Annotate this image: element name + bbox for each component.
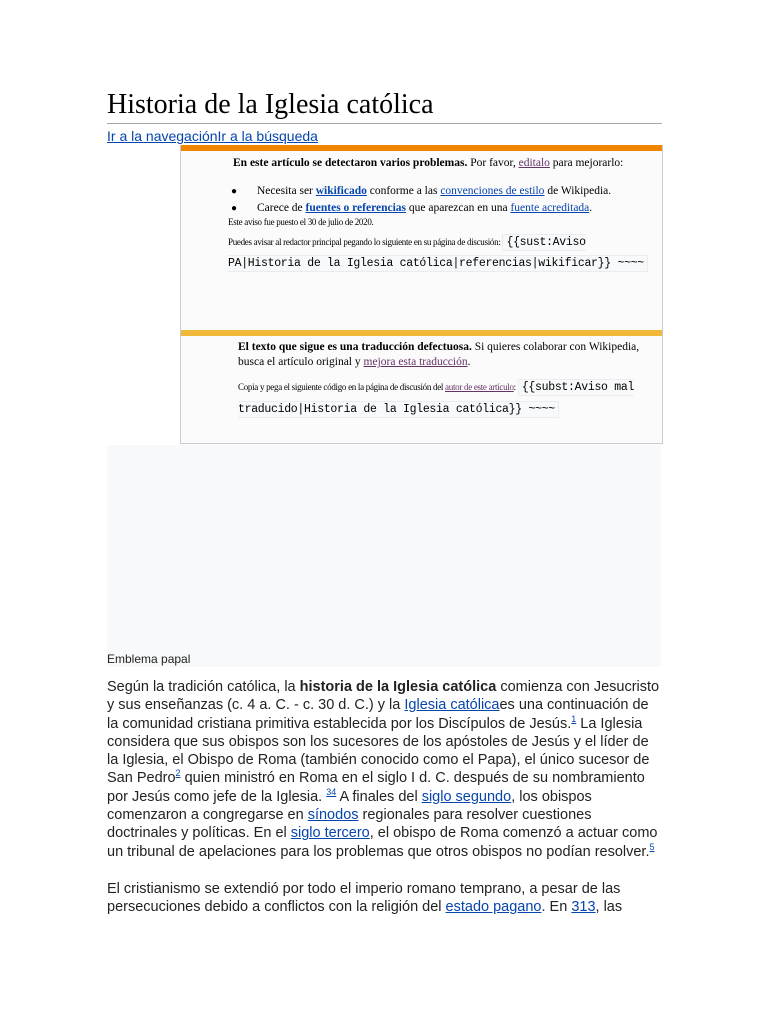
link-313[interactable]: 313 <box>571 899 596 916</box>
notice-heading: En este artículo se detectaron varios problemas. <box>233 157 468 169</box>
improve-translation-link[interactable]: mejora esta traducción <box>363 356 468 368</box>
emblem-image <box>107 445 661 667</box>
translation-heading: El texto que sigue es una traducción defectuosa. <box>238 341 472 353</box>
issue-sources: ● Carece de fuentes o referencias que aparezcan en una fuente acreditada. <box>231 202 593 214</box>
image-caption: Emblema papal <box>107 652 191 666</box>
paragraph-expansion: El cristianismo se extendió por todo el imperio romano temprano, a pesar de las persecuciones debido a conflictos con la religión del estado pagano. En 313, las <box>107 881 623 916</box>
link-estado-pagano[interactable]: estado pagano <box>445 899 542 916</box>
link-sinodos[interactable]: sínodos <box>307 807 359 824</box>
jump-to-navigation-link[interactable]: Ir a la navegación <box>107 128 218 144</box>
paragraph-intro: Según la tradición católica, la historia de la Iglesia católica comienza con Jesucristo y sus enseñanzas (c. 4 a. C. - c. 30 d. C.) y la Iglesia católicaes una continuación de la comunidad cristiana primitiva establecida por los Discípulos de Jesús.$^1$ La Iglesia considera que sus obispos son los sucesores de los apóstoles de Jesús y el líder de la Iglesia, el Obispo de Roma (también conocido como el Papa), el único sucesor de San Pedro$^2$ quien ministró en Roma en el siglo I d. C. después de su nombramiento por Jesús como jefe de la Iglesia. $^{34}$ A finales del siglo segundo, los obispos comenzaron a congregarse en sínodos regionales para resolver cuestiones doctrinales y políticas. En el siglo tercero, el obispo de Roma comenzó a actuar como un tribunal de apelaciones para los problemas que otros obispos no podían resolver.$^5$ <box>107 679 660 860</box>
notify-instruction: Puedes avisar al redactor principal pegando lo siguiente en su página de discusión: {{sust:Aviso PA|Historia de la Iglesia católica|referencias|wikificar}} ~~~~ <box>228 232 654 274</box>
translation-notice-text: El texto que sigue es una traducción defectuosa. Si quieres colaborar con Wikipedia, busca el artículo original y mejora esta traducción. <box>238 341 640 368</box>
jump-links <box>107 127 318 145</box>
bold-topic: historia de la Iglesia católica <box>299 679 497 695</box>
link-siglo-tercero[interactable]: siglo tercero <box>290 825 370 842</box>
wikificado-link[interactable]: wikificado <box>315 185 367 197</box>
sources-link[interactable]: fuentes o referencias <box>305 202 407 214</box>
maintenance-notices <box>180 145 663 444</box>
notice-intro: En este artículo se detectaron varios problemas. Por favor, editalo para mejorarlo: <box>233 157 624 169</box>
ref-1[interactable]: 1 <box>571 713 577 724</box>
article-author-link[interactable]: autor de este artículo <box>445 382 514 392</box>
notice-date: Este aviso fue puesto el 30 de julio de 2020. <box>228 217 374 227</box>
jump-to-search-link[interactable]: Ir a la búsqueda <box>217 128 318 144</box>
link-iglesia-catolica[interactable]: Iglesia católica <box>404 697 500 714</box>
ref-5[interactable]: 5 <box>649 841 655 852</box>
edit-link[interactable]: editalo <box>518 157 550 169</box>
bad-translation-notice <box>181 330 662 443</box>
notify-code: {{sust:Aviso PA|Historia de la Iglesia católica|referencias|wikificar}} ~~~~ <box>228 234 648 272</box>
translation-code: {{subst:Aviso mal traducido|Historia de la Iglesia católica}} ~~~~ <box>238 381 635 416</box>
ref-34[interactable]: 34 <box>326 786 337 797</box>
issue-wikify: ● Necesita ser wikificado conforme a las convenciones de estilo de Wikipedia. <box>231 185 612 197</box>
page-title: Historia de la Iglesia católica <box>107 88 662 124</box>
bullet-icon: ● <box>231 186 238 197</box>
link-siglo-segundo[interactable]: siglo segundo <box>421 788 512 805</box>
style-conventions-link[interactable]: convenciones de estilo <box>440 185 545 197</box>
issues-list <box>233 184 654 216</box>
copy-instruction: Copia y pega el siguiente código en la página de discusión del autor de este artículo: {{subst:Aviso mal traducido|Historia de la Iglesia católica}} ~~~~ <box>238 381 635 416</box>
ref-2[interactable]: 2 <box>175 768 181 779</box>
multiple-issues-notice <box>181 145 662 330</box>
bullet-icon: ● <box>231 203 238 214</box>
reliable-source-link[interactable]: fuente acreditada <box>510 202 590 214</box>
